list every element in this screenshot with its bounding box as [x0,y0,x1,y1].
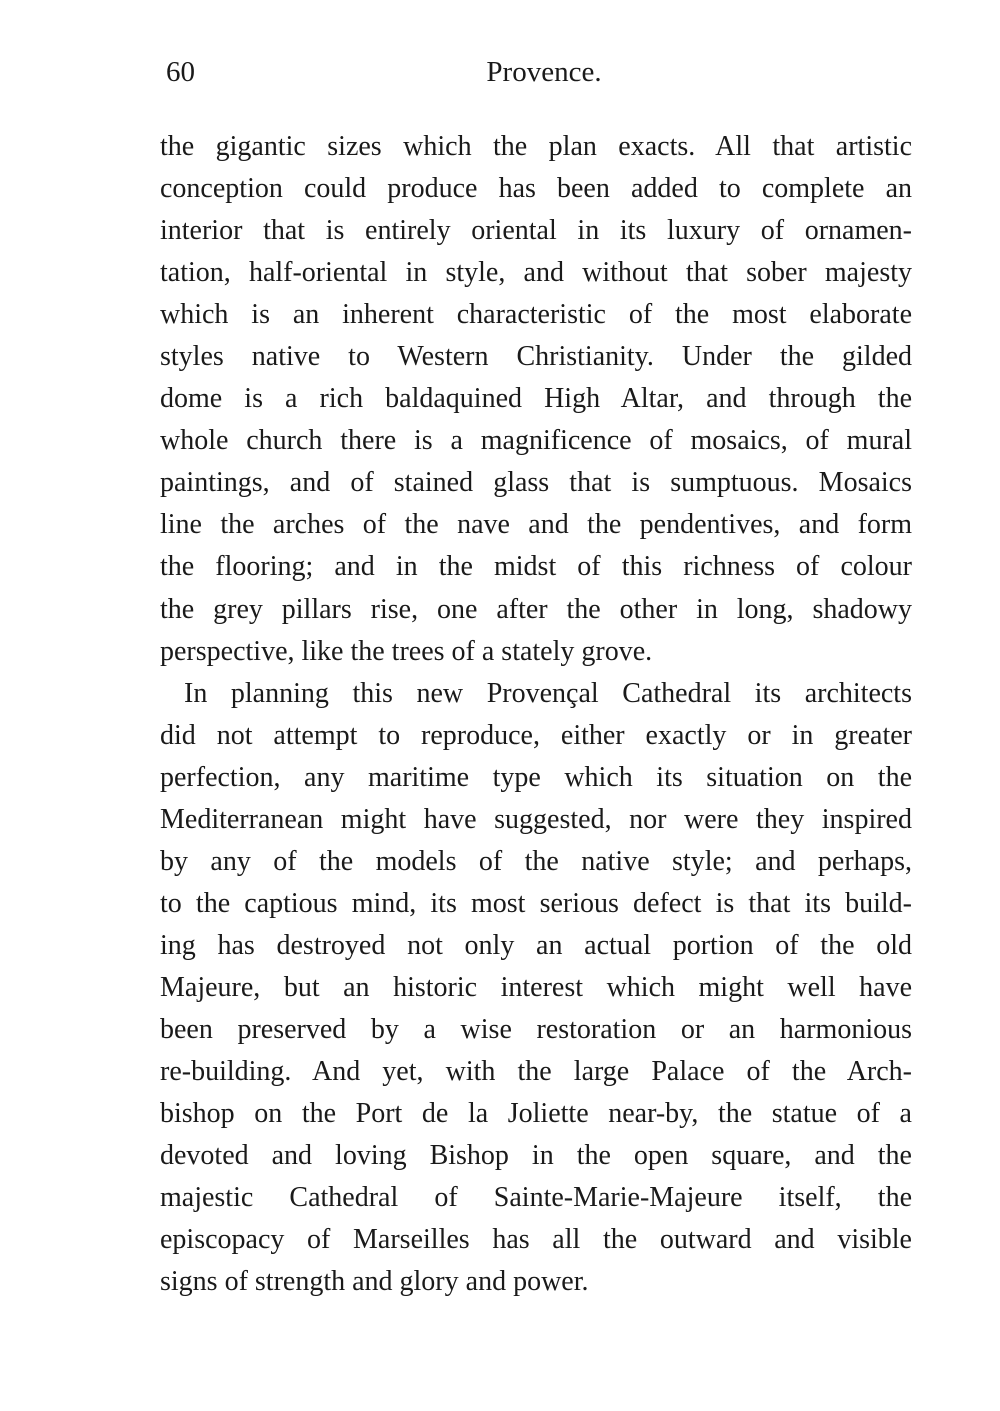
text-line: dome is a rich baldaquined High Altar, and through the [160,383,912,415]
text-line: line the arches of the nave and the pendentives, and form [160,509,912,541]
text-line: perfection, any maritime type which its situation on the [160,761,912,793]
text-line: the grey pillars rise, one after the other in long, shadowy [160,593,912,625]
text-line: perspective, like the trees of a stately grove. [160,635,653,667]
text-line: Mediterranean might have suggested, nor were they inspired [160,803,912,835]
text-line: did not attempt to reproduce, either exactly or in greater [160,719,912,751]
text-line: which is an inherent characteristic of the most elaborate [160,299,912,331]
text-line: paintings, and of stained glass that is sumptuous. Mosaics [160,467,912,499]
page-number: 60 [166,56,195,88]
text-line: the flooring; and in the midst of this richness of colour [160,551,912,583]
text-line: to the captious mind, its most serious defect is that its build- [160,887,912,919]
text-line: Majeure, but an historic interest which might well have [160,971,912,1003]
paragraph-1 [160,126,912,673]
text-line: whole church there is a magnificence of mosaics, of mural [160,425,912,457]
text-line: the gigantic sizes which the plan exacts. All that artistic [160,131,912,162]
text-line: bishop on the Port de la Joliette near-by, the statue of a [160,1098,912,1130]
text-line: ing has destroyed not only an actual portion of the old [160,929,912,961]
body-text [160,126,912,1303]
text-line: tation, half-oriental in style, and without that sober majesty [160,257,912,289]
text-line: conception could produce has been added to complete an [160,173,912,205]
running-title: Provence. [486,56,602,88]
text-line: been preserved by a wise restoration or an harmonious [160,1013,912,1045]
paragraph-2 [160,673,912,1304]
text-line: In planning this new Provençal Cathedral its architects [184,677,912,709]
text-line: signs of strength and glory and power. [160,1266,589,1298]
text-line: interior that is entirely oriental in its luxury of ornamen- [160,215,912,247]
page-header [160,50,912,94]
text-line: episcopacy of Marseilles has all the outward and visible [160,1224,912,1256]
text-line: by any of the models of the native style; and perhaps, [160,845,912,877]
text-line: devoted and loving Bishop in the open square, and the [160,1140,912,1172]
text-line: styles native to Western Christianity. Under the gilded [160,341,912,373]
text-line: majestic Cathedral of Sainte-Marie-Majeure itself, the [160,1182,912,1214]
text-line: re-building. And yet, with the large Palace of the Arch- [160,1056,912,1088]
